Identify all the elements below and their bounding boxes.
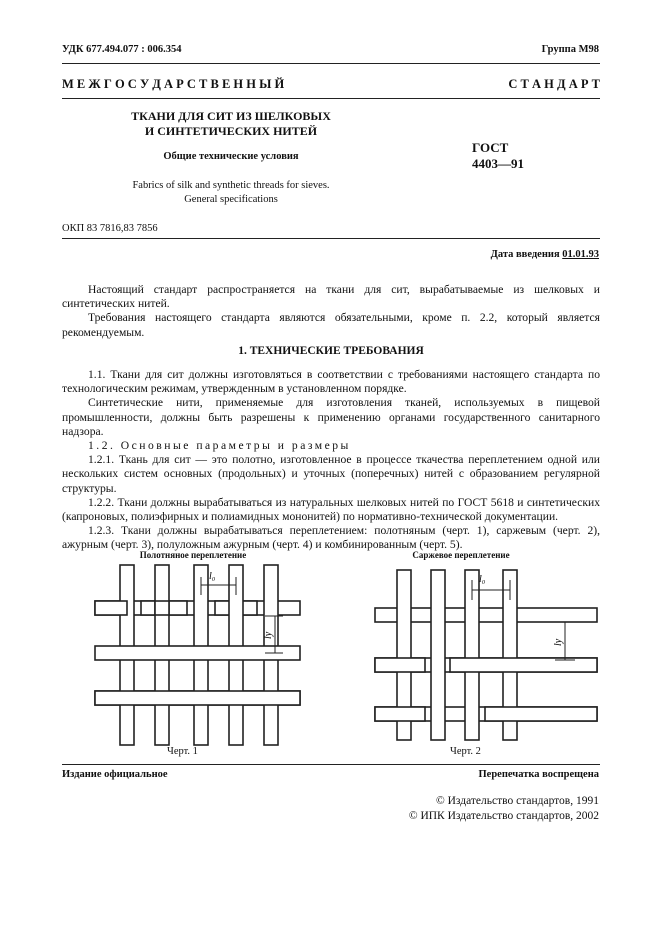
gost-designation <box>472 140 524 172</box>
figure-2-title: Саржевое переплетение <box>412 550 510 560</box>
clause-1-2-1: 1.2.1. Ткань для сит — это полотно, изготовленное в процессе ткачества переплетением одной или нескольких систем основных (продольных) и уточных (поперечных) нитей с образованием регулярной структуры. <box>62 453 600 495</box>
footer-rule <box>62 764 600 765</box>
banner-rule <box>62 98 600 99</box>
intro-date-label: Дата введения <box>490 249 560 260</box>
title-block <box>62 109 400 139</box>
title-line-1: ТКАНИ ДЛЯ СИТ ИЗ ШЕЛКОВЫХ <box>131 109 331 123</box>
english-title-line-1: Fabrics of silk and synthetic threads for sieves. <box>132 180 330 191</box>
top-rule <box>62 63 600 64</box>
intro-date-value: 01.01.93 <box>562 249 599 260</box>
section-1-text <box>62 368 600 553</box>
intro-text <box>62 283 600 340</box>
group-code: Группа М98 <box>541 44 599 55</box>
okp-rule <box>62 238 600 239</box>
copyright-line-1: © Издательство стандартов, 1991 <box>435 795 599 807</box>
standard-banner <box>62 77 600 92</box>
clause-1-1: 1.1. Ткани для сит должны изготовляться в соответствии с требованиями настоящего стандарта по технологическим режимам, утвержденным в установленном порядке. <box>62 368 600 396</box>
english-title-line-2: General specifications <box>184 194 278 205</box>
dim-label-lo: l₀ <box>479 574 486 585</box>
weft-thread-overlap <box>375 707 425 721</box>
weft-thread-overlap <box>485 707 597 721</box>
dim-label-ly: lу <box>553 638 564 646</box>
intro-paragraph-1: Настоящий стандарт распространяется на ткани для сит, вырабатываемые из шелковых и синтетических нитей. <box>62 283 600 311</box>
figure-2-caption: Черт. 2 <box>450 746 481 757</box>
dim-label-lo: l₀ <box>209 571 216 582</box>
clause-1-2-3: 1.2.3. Ткани должны вырабатываться переплетением: полотняным (черт. 1), саржевым (черт. 2), ажурным (черт. 3), полуложным ажурным (черт. 4) и комбинированным (черт. 5). <box>62 524 600 552</box>
section-heading: 1. ТЕХНИЧЕСКИЕ ТРЕБОВАНИЯ <box>238 345 424 357</box>
clause-1-2-2: 1.2.2. Ткани должны вырабатываться из натуральных шелковых нитей по ГОСТ 5618 и синтетических (капроновых, полиэфирных и полиамидных мононитей) по нормативно-технической документации. <box>62 495 600 524</box>
weft-over-marker <box>155 601 169 615</box>
dim-label-ly: lу <box>263 631 274 639</box>
intro-date <box>491 249 599 260</box>
intro-paragraph-2: Требования настоящего стандарта являются обязательными, кроме п. 2.2, который является рекомендуемым. <box>62 311 600 339</box>
title-line-2: И СИНТЕТИЧЕСКИХ НИТЕЙ <box>144 124 318 138</box>
copyright-block <box>409 794 599 824</box>
weft-thread-overlap <box>375 658 425 672</box>
english-title <box>62 179 400 207</box>
subtitle: Общие технические условия <box>163 151 299 162</box>
official-edition: Издание официальное <box>62 769 168 780</box>
plain-weave-diagram <box>95 565 310 750</box>
weft-thread-overlap <box>95 601 127 615</box>
copyright-line-2: © ИПК Издательство стандартов, 2002 <box>408 810 599 822</box>
figure-1-title: Полотняное переплетение <box>139 550 247 560</box>
reprint-notice: Перепечатка воспрещена <box>478 769 599 780</box>
banner-left: М Е Ж Г О С У Д А Р С Т В Е Н Н Ы Й <box>62 77 285 91</box>
clause-1-1-b: Синтетические нити, применяемые для изготовления тканей, используемых в пищевой промышленности, должны быть разрешены к применению органами государственного санитарного надзора. <box>62 396 600 438</box>
clause-1-2: 1.2. Основные параметры и размеры <box>88 439 351 453</box>
twill-weave-diagram <box>375 570 600 745</box>
warp-thread <box>431 570 445 740</box>
weft-thread <box>95 691 300 705</box>
banner-right: С Т А Н Д А Р Т <box>508 77 600 91</box>
okp-code: ОКП 83 7816,83 7856 <box>62 223 158 234</box>
gost-number: 4403—91 <box>472 156 524 171</box>
udk-code: УДК 677.494.077 : 006.354 <box>62 44 182 55</box>
figure-1-caption: Черт. 1 <box>167 746 198 757</box>
gost-label: ГОСТ <box>472 140 509 155</box>
